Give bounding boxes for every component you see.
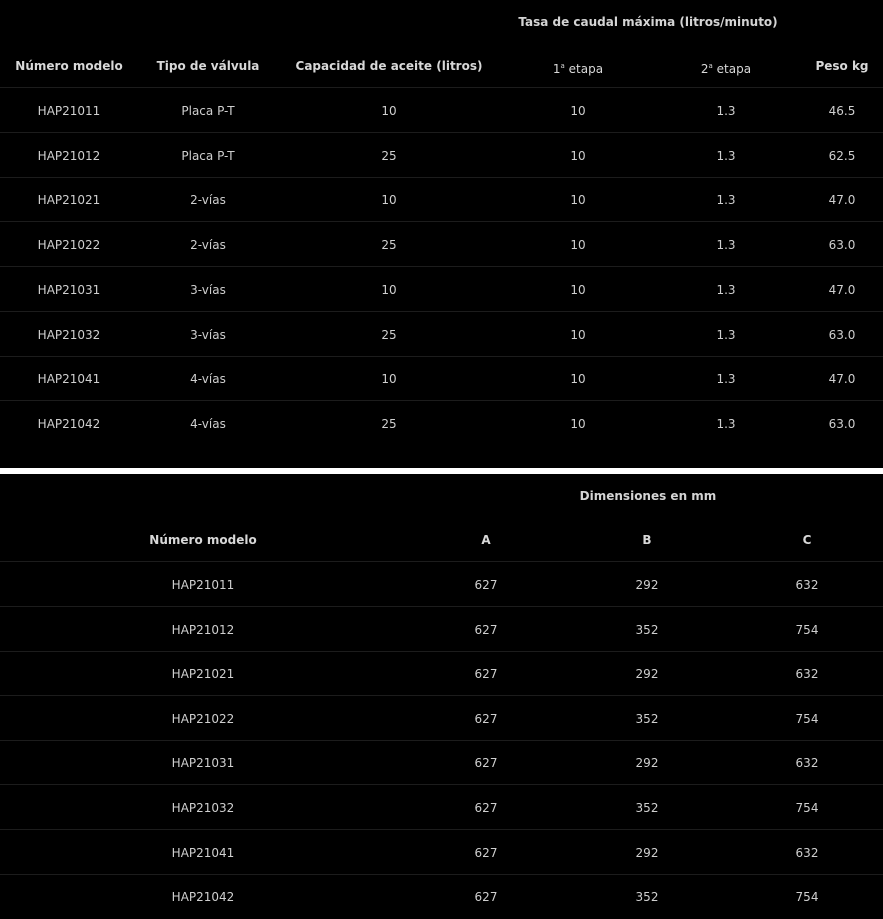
table-row (0, 608, 883, 652)
cell-stage-2: 1.3 (716, 282, 736, 297)
cell-dim-b: 292 (635, 578, 659, 592)
cell-oil-capacity: 25 (381, 148, 397, 163)
dimensions-group-header: Dimensiones en mm (579, 489, 717, 503)
cell-valve-type: Placa P-T (181, 104, 235, 118)
cell-stage-1: 10 (570, 104, 586, 118)
cell-dim-c: 632 (795, 667, 819, 682)
cell-valve-type: 3-vías (190, 282, 226, 297)
cell-dim-a: 627 (474, 622, 498, 637)
cell-dim-c: 632 (795, 756, 819, 771)
cell-model: HAP21021 (37, 193, 101, 208)
cell-stage-2: 1.3 (716, 372, 736, 387)
cell-valve-type: Placa P-T (181, 148, 235, 163)
table-row (0, 563, 883, 607)
table-row (0, 268, 883, 312)
cell-stage-2: 1.3 (716, 104, 736, 118)
cell-model: HAP21041 (37, 372, 101, 387)
cell-stage-1: 10 (570, 148, 586, 163)
cell-stage-2: 1.3 (716, 193, 736, 208)
cell-model: HAP21032 (171, 801, 235, 815)
cell-model: HAP21022 (37, 238, 101, 253)
cell-model: HAP21031 (171, 756, 235, 771)
cell-dim-b: 352 (635, 711, 659, 726)
header-valve-type: Tipo de válvula (156, 59, 260, 73)
cell-dim-b: 352 (635, 622, 659, 637)
cell-model: HAP21042 (171, 890, 235, 905)
cell-stage-1: 10 (570, 238, 586, 253)
table-row (0, 831, 883, 875)
cell-dim-c: 754 (795, 801, 819, 815)
cell-dim-a: 627 (474, 578, 498, 592)
dimensions-table (0, 474, 883, 915)
cell-weight: 47.0 (828, 282, 856, 297)
cell-model: HAP21012 (37, 148, 101, 163)
cell-stage-1: 10 (570, 372, 586, 387)
header-dim-b: B (642, 533, 652, 547)
cell-model: HAP21012 (171, 622, 235, 637)
cell-valve-type: 4-vías (190, 372, 226, 387)
cell-dim-c: 632 (795, 845, 819, 860)
cell-dim-a: 627 (474, 845, 498, 860)
cell-model: HAP21032 (37, 327, 101, 342)
dims-header-row (0, 518, 883, 562)
cell-valve-type: 2-vías (190, 238, 226, 253)
cell-stage-2: 1.3 (716, 238, 736, 253)
header-stage-2: 2$^a$ etapa (700, 62, 752, 76)
cell-model: HAP21011 (171, 578, 235, 592)
table-row (0, 178, 883, 222)
header-weight: Peso kg (815, 59, 869, 73)
table-row (0, 652, 883, 696)
cell-dim-b: 292 (635, 756, 659, 771)
cell-stage-1: 10 (570, 327, 586, 342)
table-row (0, 223, 883, 267)
cell-dim-a: 627 (474, 801, 498, 815)
table-row (0, 89, 883, 133)
cell-weight: 47.0 (828, 193, 856, 208)
header-dim-c: C (802, 533, 812, 547)
cell-stage-1: 10 (570, 416, 586, 431)
header-dim-a: A (481, 533, 491, 547)
cell-stage-2: 1.3 (716, 148, 736, 163)
cell-dim-c: 754 (795, 890, 819, 905)
cell-weight: 62.5 (828, 148, 856, 163)
cell-model: HAP21011 (37, 104, 101, 118)
cell-weight: 63.0 (828, 327, 856, 342)
cell-weight: 47.0 (828, 372, 856, 387)
cell-dim-a: 627 (474, 890, 498, 905)
flow-rate-group-header: Tasa de caudal máxima (litros/minuto) (518, 15, 778, 29)
cell-dim-c: 754 (795, 711, 819, 726)
cell-dim-a: 627 (474, 756, 498, 771)
cell-valve-type: 4-vías (190, 416, 226, 431)
cell-valve-type: 2-vías (190, 193, 226, 208)
table-row (0, 357, 883, 401)
cell-oil-capacity: 10 (381, 193, 397, 208)
table-row (0, 402, 883, 446)
cell-oil-capacity: 10 (381, 104, 397, 118)
header-model: Número modelo (149, 533, 257, 547)
header-stage-1: 1$^a$ etapa (552, 62, 604, 76)
cell-weight: 63.0 (828, 238, 856, 253)
header-model: Número modelo (15, 59, 123, 73)
cell-oil-capacity: 25 (381, 238, 397, 253)
table-row (0, 741, 883, 785)
cell-weight: 63.0 (828, 416, 856, 431)
header-oil-capacity: Capacidad de aceite (litros) (295, 59, 483, 73)
cell-oil-capacity: 10 (381, 372, 397, 387)
cell-model: HAP21031 (37, 282, 101, 297)
table-row (0, 697, 883, 741)
cell-oil-capacity: 25 (381, 416, 397, 431)
cell-stage-2: 1.3 (716, 327, 736, 342)
table-row (0, 134, 883, 178)
cell-model: HAP21021 (171, 667, 235, 682)
cell-dim-a: 627 (474, 711, 498, 726)
cell-model: HAP21041 (171, 845, 235, 860)
table-row (0, 313, 883, 357)
cell-oil-capacity: 25 (381, 327, 397, 342)
cell-valve-type: 3-vías (190, 327, 226, 342)
cell-stage-2: 1.3 (716, 416, 736, 431)
cell-dim-c: 754 (795, 622, 819, 637)
specs-header-row (0, 44, 883, 88)
cell-dim-b: 352 (635, 890, 659, 905)
cell-dim-b: 292 (635, 667, 659, 682)
cell-stage-1: 10 (570, 282, 586, 297)
cell-dim-c: 632 (795, 578, 819, 592)
cell-dim-b: 292 (635, 845, 659, 860)
table-row (0, 875, 883, 919)
cell-weight: 46.5 (828, 104, 856, 118)
cell-oil-capacity: 10 (381, 282, 397, 297)
cell-stage-1: 10 (570, 193, 586, 208)
cell-dim-b: 352 (635, 801, 659, 815)
cell-model: HAP21042 (37, 416, 101, 431)
table-row (0, 786, 883, 830)
cell-model: HAP21022 (171, 711, 235, 726)
cell-dim-a: 627 (474, 667, 498, 682)
